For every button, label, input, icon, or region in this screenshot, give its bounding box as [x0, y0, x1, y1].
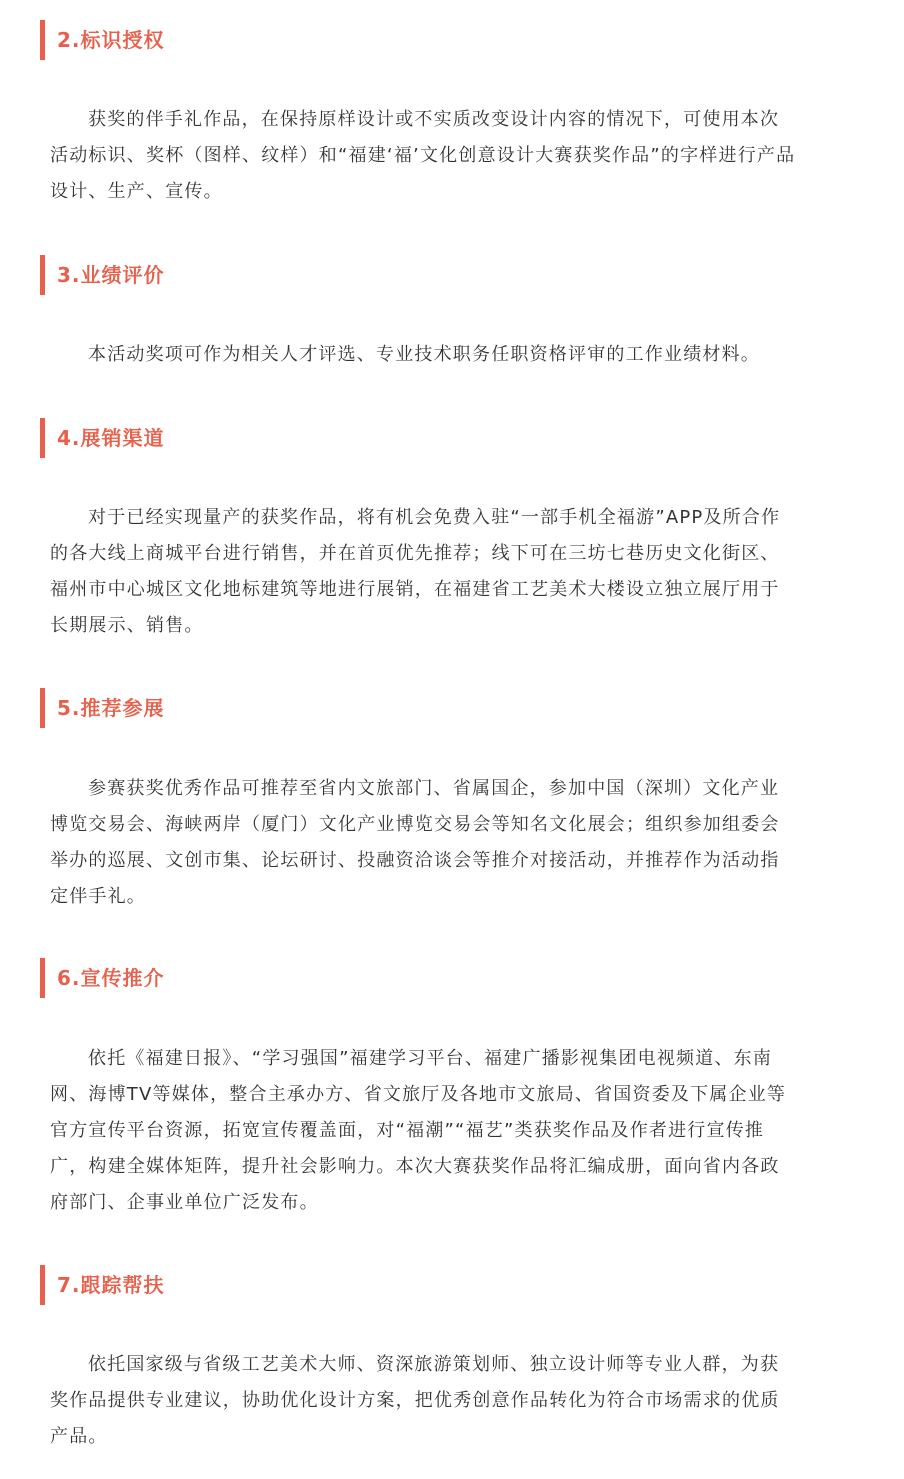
section-title: 3.业绩评价 — [57, 263, 165, 287]
section-paragraph — [50, 102, 840, 210]
section-performance-evaluation — [0, 255, 904, 295]
heading-accent-bar — [40, 688, 45, 728]
heading-accent-bar — [40, 255, 45, 295]
section-heading — [0, 688, 904, 728]
paragraph-line: 广，构建全媒体矩阵，提升社会影响力。本次大赛获奖作品将汇编成册，面向省内各政 — [50, 1156, 780, 1177]
paragraph-line: 的各大线上商城平台进行销售，并在首页优先推荐；线下可在三坊七巷历史文化街区、 — [50, 543, 780, 564]
paragraph-line: 依托国家级与省级工艺美术大师、资深旅游策划师、独立设计师等专业人群，为获 — [88, 1354, 780, 1375]
section-heading — [0, 1265, 904, 1305]
paragraph-line: 依托《福建日报》、“学习强国”福建学习平台、福建广播影视集团电视频道、东南 — [88, 1048, 773, 1069]
section-exhibition-recommendation — [0, 688, 904, 728]
paragraph-line: 府部门、企事业单位广泛发布。 — [50, 1192, 319, 1213]
section-paragraph — [50, 771, 840, 915]
section-heading — [0, 20, 904, 60]
paragraph-line: 举办的巡展、文创市集、论坛研讨、投融资洽谈会等推介对接活动，并推荐作为活动指 — [50, 850, 780, 871]
section-title: 2.标识授权 — [57, 28, 165, 52]
paragraph-line: 长期展示、销售。 — [50, 615, 204, 636]
section-follow-up-support — [0, 1265, 904, 1305]
paragraph-line: 网、海博TV等媒体，整合主承办方、省文旅厅及各地市文旅局、省国资委及下属企业等 — [50, 1084, 787, 1105]
section-sales-channels — [0, 418, 904, 458]
paragraph-line: 定伴手礼。 — [50, 886, 146, 907]
paragraph-line: 本活动奖项可作为相关人才评选、专业技术职务任职资格评审的工作业绩材料。 — [88, 344, 760, 365]
section-title: 4.展销渠道 — [57, 426, 165, 450]
paragraph-line: 对于已经实现量产的获奖作品，将有机会免费入驻“一部手机全福游”APP及所合作 — [88, 507, 781, 528]
paragraph-line: 设计、生产、宣传。 — [50, 181, 223, 202]
section-title: 5.推荐参展 — [57, 696, 165, 720]
section-heading — [0, 958, 904, 998]
heading-accent-bar — [40, 418, 45, 458]
paragraph-line: 博览交易会、海峡两岸（厦门）文化产业博览交易会等知名文化展会；组织参加组委会 — [50, 814, 780, 835]
section-paragraph — [50, 1041, 840, 1221]
paragraph-line: 参赛获奖优秀作品可推荐至省内文旅部门、省属国企，参加中国（深圳）文化产业 — [88, 778, 780, 799]
section-paragraph — [50, 1347, 840, 1455]
heading-accent-bar — [40, 1265, 45, 1305]
paragraph-line: 福州市中心城区文化地标建筑等地进行展销，在福建省工艺美术大楼设立独立展厅用于 — [50, 579, 780, 600]
section-heading — [0, 418, 904, 458]
section-paragraph — [50, 500, 840, 644]
paragraph-line: 活动标识、奖杯（图样、纹样）和“福建‘福’文化创意设计大赛获奖作品”的字样进行产品 — [50, 145, 796, 166]
section-paragraph — [50, 337, 840, 373]
section-title: 6.宣传推介 — [57, 966, 165, 990]
heading-accent-bar — [40, 20, 45, 60]
section-heading — [0, 255, 904, 295]
section-title: 7.跟踪帮扶 — [57, 1273, 165, 1297]
section-logo-authorization — [0, 20, 904, 60]
paragraph-line: 官方宣传平台资源，拓宽宣传覆盖面，对“福潮”“福艺”类获奖作品及作者进行宣传推 — [50, 1120, 765, 1141]
section-publicity-promotion — [0, 958, 904, 998]
paragraph-line: 产品。 — [50, 1426, 108, 1447]
paragraph-line: 奖作品提供专业建议，协助优化设计方案，把优秀创意作品转化为符合市场需求的优质 — [50, 1390, 780, 1411]
heading-accent-bar — [40, 958, 45, 998]
paragraph-line: 获奖的伴手礼作品，在保持原样设计或不实质改变设计内容的情况下，可使用本次 — [88, 109, 780, 130]
